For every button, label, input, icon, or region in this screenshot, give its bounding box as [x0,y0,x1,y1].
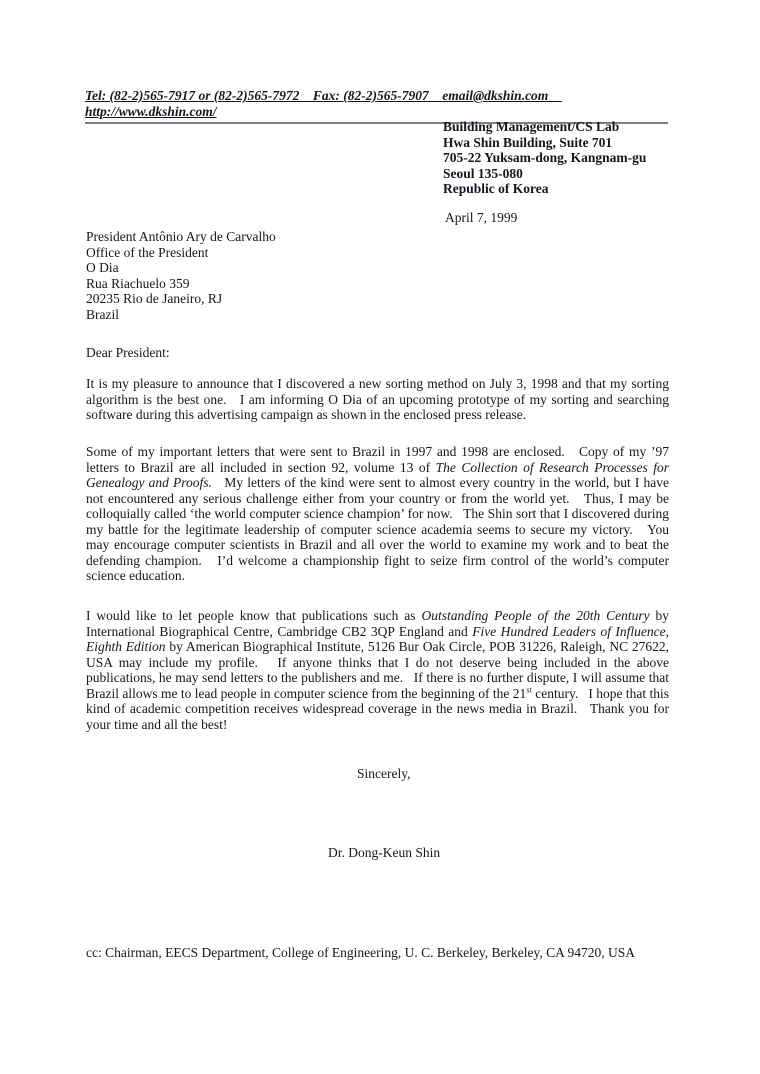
sender-address-line: Building Management/CS Lab [443,119,620,134]
letter-paragraph: Some of my important letters that were sent to Brazil in 1997 and 1998 are enclosed. Copy of my ’97 letters to Brazil are all included in section 92, volume 13 of The Collection of Research Processes for Genealogy and Proofs. My letters of the kind were sent to almost every country in the world, but I have not encountered any serious challenge either from your country or from the world yet. Thus, I may be colloquially called ‘the world computer science champion’ for now. The Shin sort that I discovered during my battle for the legitimate leadership of computer science academia seems to secure my victory. You may encourage computer scientists in Brazil and all over the world to examine my work and to beat the defending champion. I’d welcome a championship fight to seize firm control of the world’s computer science education. [86,444,673,583]
closing-valediction: Sincerely, [357,766,411,781]
recipient-address-block [86,229,276,322]
recipient-address-line: Rua Riachuelo 359 [86,275,190,291]
recipient-address-line: Office of the President [86,244,209,260]
letter-paragraph: It is my pleasure to announce that I discovered a new sorting method on July 3, 1998 and that my sorting algorithm is the best one. I am informing O Dia of an upcoming prototype of my sorting and searching software during this advertising campaign as shown in the enclosed press release. [86,376,673,422]
signature-name: Dr. Dong-Keun Shin [328,845,441,860]
recipient-address-line: 20235 Rio de Janeiro, RJ [86,291,223,306]
sender-address-line: Seoul 135-080 [443,165,523,181]
recipient-address-line: Brazil [86,306,119,322]
cc-line: cc: Chairman, EECS Department, College of Engineering, U. C. Berkeley, Berkeley, CA 94720, USA [86,945,636,960]
recipient-address-line: O Dia [86,260,119,275]
sender-address-block [443,119,646,197]
sender-address-line: 705-22 Yuksam-dong, Kangnam-gu [443,150,647,165]
sender-address-line: Republic of Korea [443,181,549,196]
contact-header-line: Tel: (82-2)565-7917 or (82-2)565-7972 Fax: (82-2)565-7907 email@dkshin.com http://www.dkshin.com/ [85,88,668,124]
sender-address-line: Hwa Shin Building, Suite 701 [443,134,613,150]
letter-paragraph: I would like to let people know that publications such as Outstanding People of the 20th Century by International Biographical Centre, Cambridge CB2 3QP England and Five Hundred Leaders of Influence, Eighth Edition by American Biographical Institute, 5126 Bur Oak Circle, POB 31226, Raleigh, NC 27622, USA may include my profile. If anyone thinks that I do not deserve being included in the above publications, he may send letters to the publishers and me. If there is no further dispute, I will assume that Brazil allows me to lead people in computer science from the beginning of the 21st century. I hope that this kind of academic competition receives widespread coverage in the news media in Brazil. Thank you for your time and all the best! [86,608,673,732]
recipient-address-line: President Antônio Ary de Carvalho [86,229,276,244]
letter-date: April 7, 1999 [445,210,518,225]
salutation: Dear President: [86,345,170,360]
